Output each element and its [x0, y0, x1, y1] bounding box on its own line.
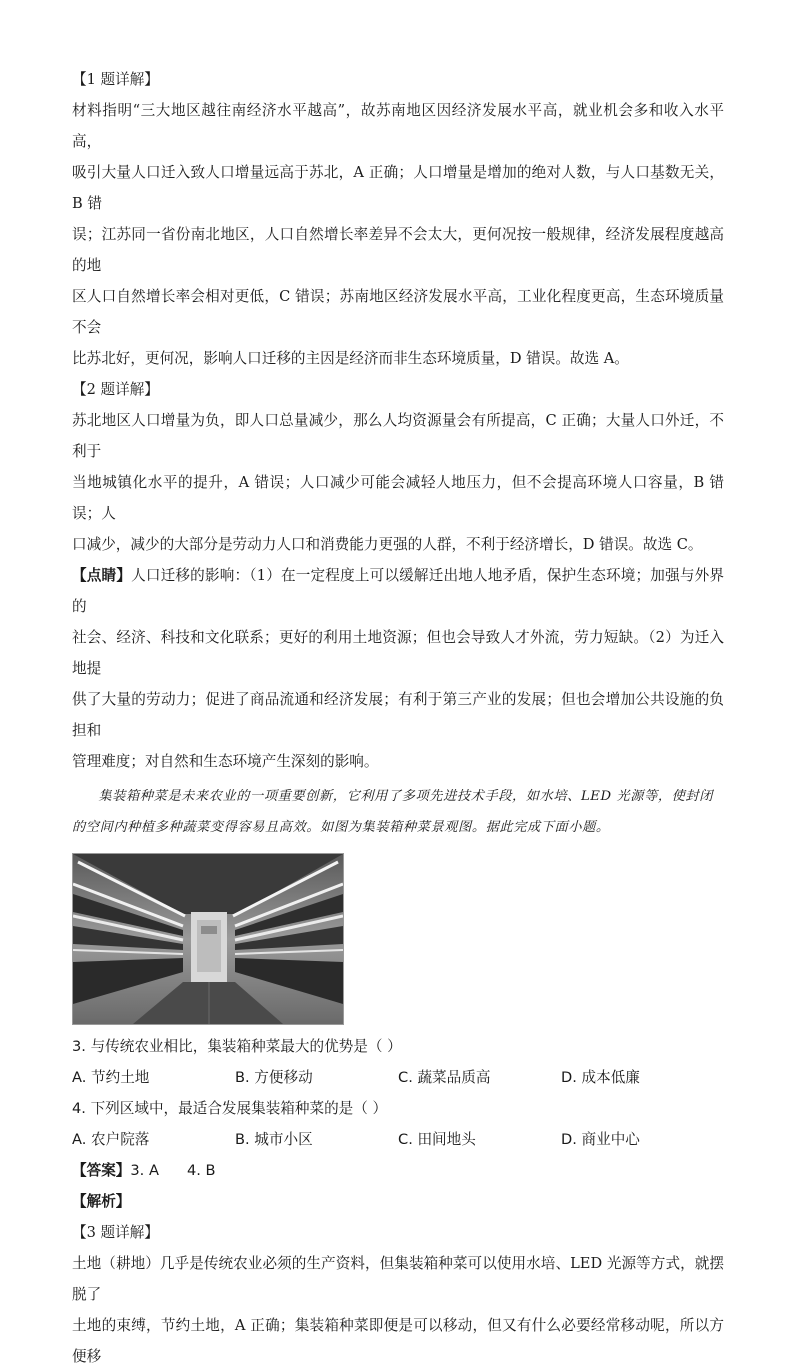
- text-line: 管理难度；对自然和生态环境产生深刻的影响。: [72, 753, 379, 770]
- text-line: 苏北地区人口增量为负，即人口总量减少，那么人均资源量会有所提高，C 正确；大量人口外迁，不利于: [72, 412, 724, 460]
- answer-4: 4. B: [186, 1162, 216, 1179]
- question-4-stem: 4. 下列区域中，最适合发展集装箱种菜的是（ ）: [72, 1100, 388, 1117]
- text-line: 比苏北好，更何况，影响人口迁移的主因是经济而非生态环境质量，D 错误。故选 A。: [72, 350, 629, 367]
- option-c: C. 田间地头: [398, 1131, 476, 1148]
- material-block: [72, 781, 724, 843]
- material-line: 的空间内种植多种蔬菜变得容易且高效。如图为集装箱种菜景观图。据此完成下面小题。: [72, 820, 610, 835]
- text-line: 土地（耕地）几乎是传统农业必须的生产资料，但集装箱种菜可以使用水培、LED 光源等方式，就摆脱了: [72, 1255, 724, 1303]
- text-line: 社会、经济、科技和文化联系；更好的利用土地资源；但也会导致人才外流，劳力短缺。（2）为迁入地提: [72, 629, 724, 677]
- container-farm-illustration: [73, 854, 343, 1024]
- analysis-label: 【解析】: [72, 1193, 131, 1210]
- container-farm-photo: [72, 853, 344, 1025]
- dianjing-first-line: 人口迁移的影响：（1）在一定程度上可以缓解迁出地人地矛盾，保护生态环境；加强与外界的: [72, 567, 724, 615]
- section-heading-q3: 【3 题详解】: [72, 1224, 159, 1241]
- text-line: 吸引大量人口迁入致人口增量远高于苏北，A 正确；人口增量是增加的绝对人数，与人口基数无关，B 错: [72, 164, 724, 212]
- question-3-options: [72, 1062, 724, 1093]
- option-a: A. 农户院落: [72, 1131, 150, 1148]
- answer-label: 【答案】: [72, 1162, 131, 1179]
- question-4-options: [72, 1124, 724, 1155]
- option-d: D. 成本低廉: [561, 1069, 640, 1086]
- dianjing-block: [72, 560, 724, 777]
- section-body-q1: [72, 95, 724, 374]
- dianjing-label: 【点睛】: [72, 567, 132, 584]
- section-heading-q1: 【1 题详解】: [72, 71, 159, 88]
- section-body-q3: [72, 1248, 724, 1372]
- text-line: 误；江苏同一省份南北地区，人口自然增长率差异不会太大，更何况按一般规律，经济发展程度越高的地: [72, 226, 724, 274]
- option-b: B. 城市小区: [235, 1131, 313, 1148]
- option-d: D. 商业中心: [561, 1131, 640, 1148]
- text-line: 供了大量的劳动力；促进了商品流通和经济发展；有利于第三产业的发展；但也会增加公共设施的负担和: [72, 691, 724, 739]
- option-c: C. 蔬菜品质高: [398, 1069, 491, 1086]
- material-line: 集装箱种菜是未来农业的一项重要创新，它利用了多项先进技术手段，如水培、LED 光源等，使封闭: [98, 789, 714, 804]
- text-line: 区人口自然增长率会相对更低，C 错误；苏南地区经济发展水平高，工业化程度更高，生态环境质量不会: [72, 288, 724, 336]
- option-b: B. 方便移动: [235, 1069, 313, 1086]
- text-line: [72, 560, 724, 622]
- section-body-q2: [72, 405, 724, 560]
- text-line: 材料指明“三大地区越往南经济水平越高”，故苏南地区因经济发展水平高，就业机会多和收入水平高，: [72, 102, 724, 150]
- section-heading-q2: 【2 题详解】: [72, 381, 159, 398]
- text-line: 当地城镇化水平的提升，A 错误；人口减少可能会减轻人地压力，但不会提高环境人口容量，B 错误；人: [72, 474, 724, 522]
- text-line: 口减少，减少的大部分是劳动力人口和消费能力更强的人群，不利于经济增长，D 错误。故选 C。: [72, 536, 703, 553]
- answer-line: [72, 1155, 724, 1186]
- option-a: A. 节约土地: [72, 1069, 150, 1086]
- document-content: [72, 64, 724, 1372]
- question-3-stem: 3. 与传统农业相比，集装箱种菜最大的优势是（ ）: [72, 1038, 402, 1055]
- answer-3: 3. A: [130, 1162, 159, 1179]
- text-line: 土地的束缚，节约土地，A 正确；集装箱种菜即便是可以移动，但又有什么必要经常移动呢，所以方便移: [72, 1317, 724, 1365]
